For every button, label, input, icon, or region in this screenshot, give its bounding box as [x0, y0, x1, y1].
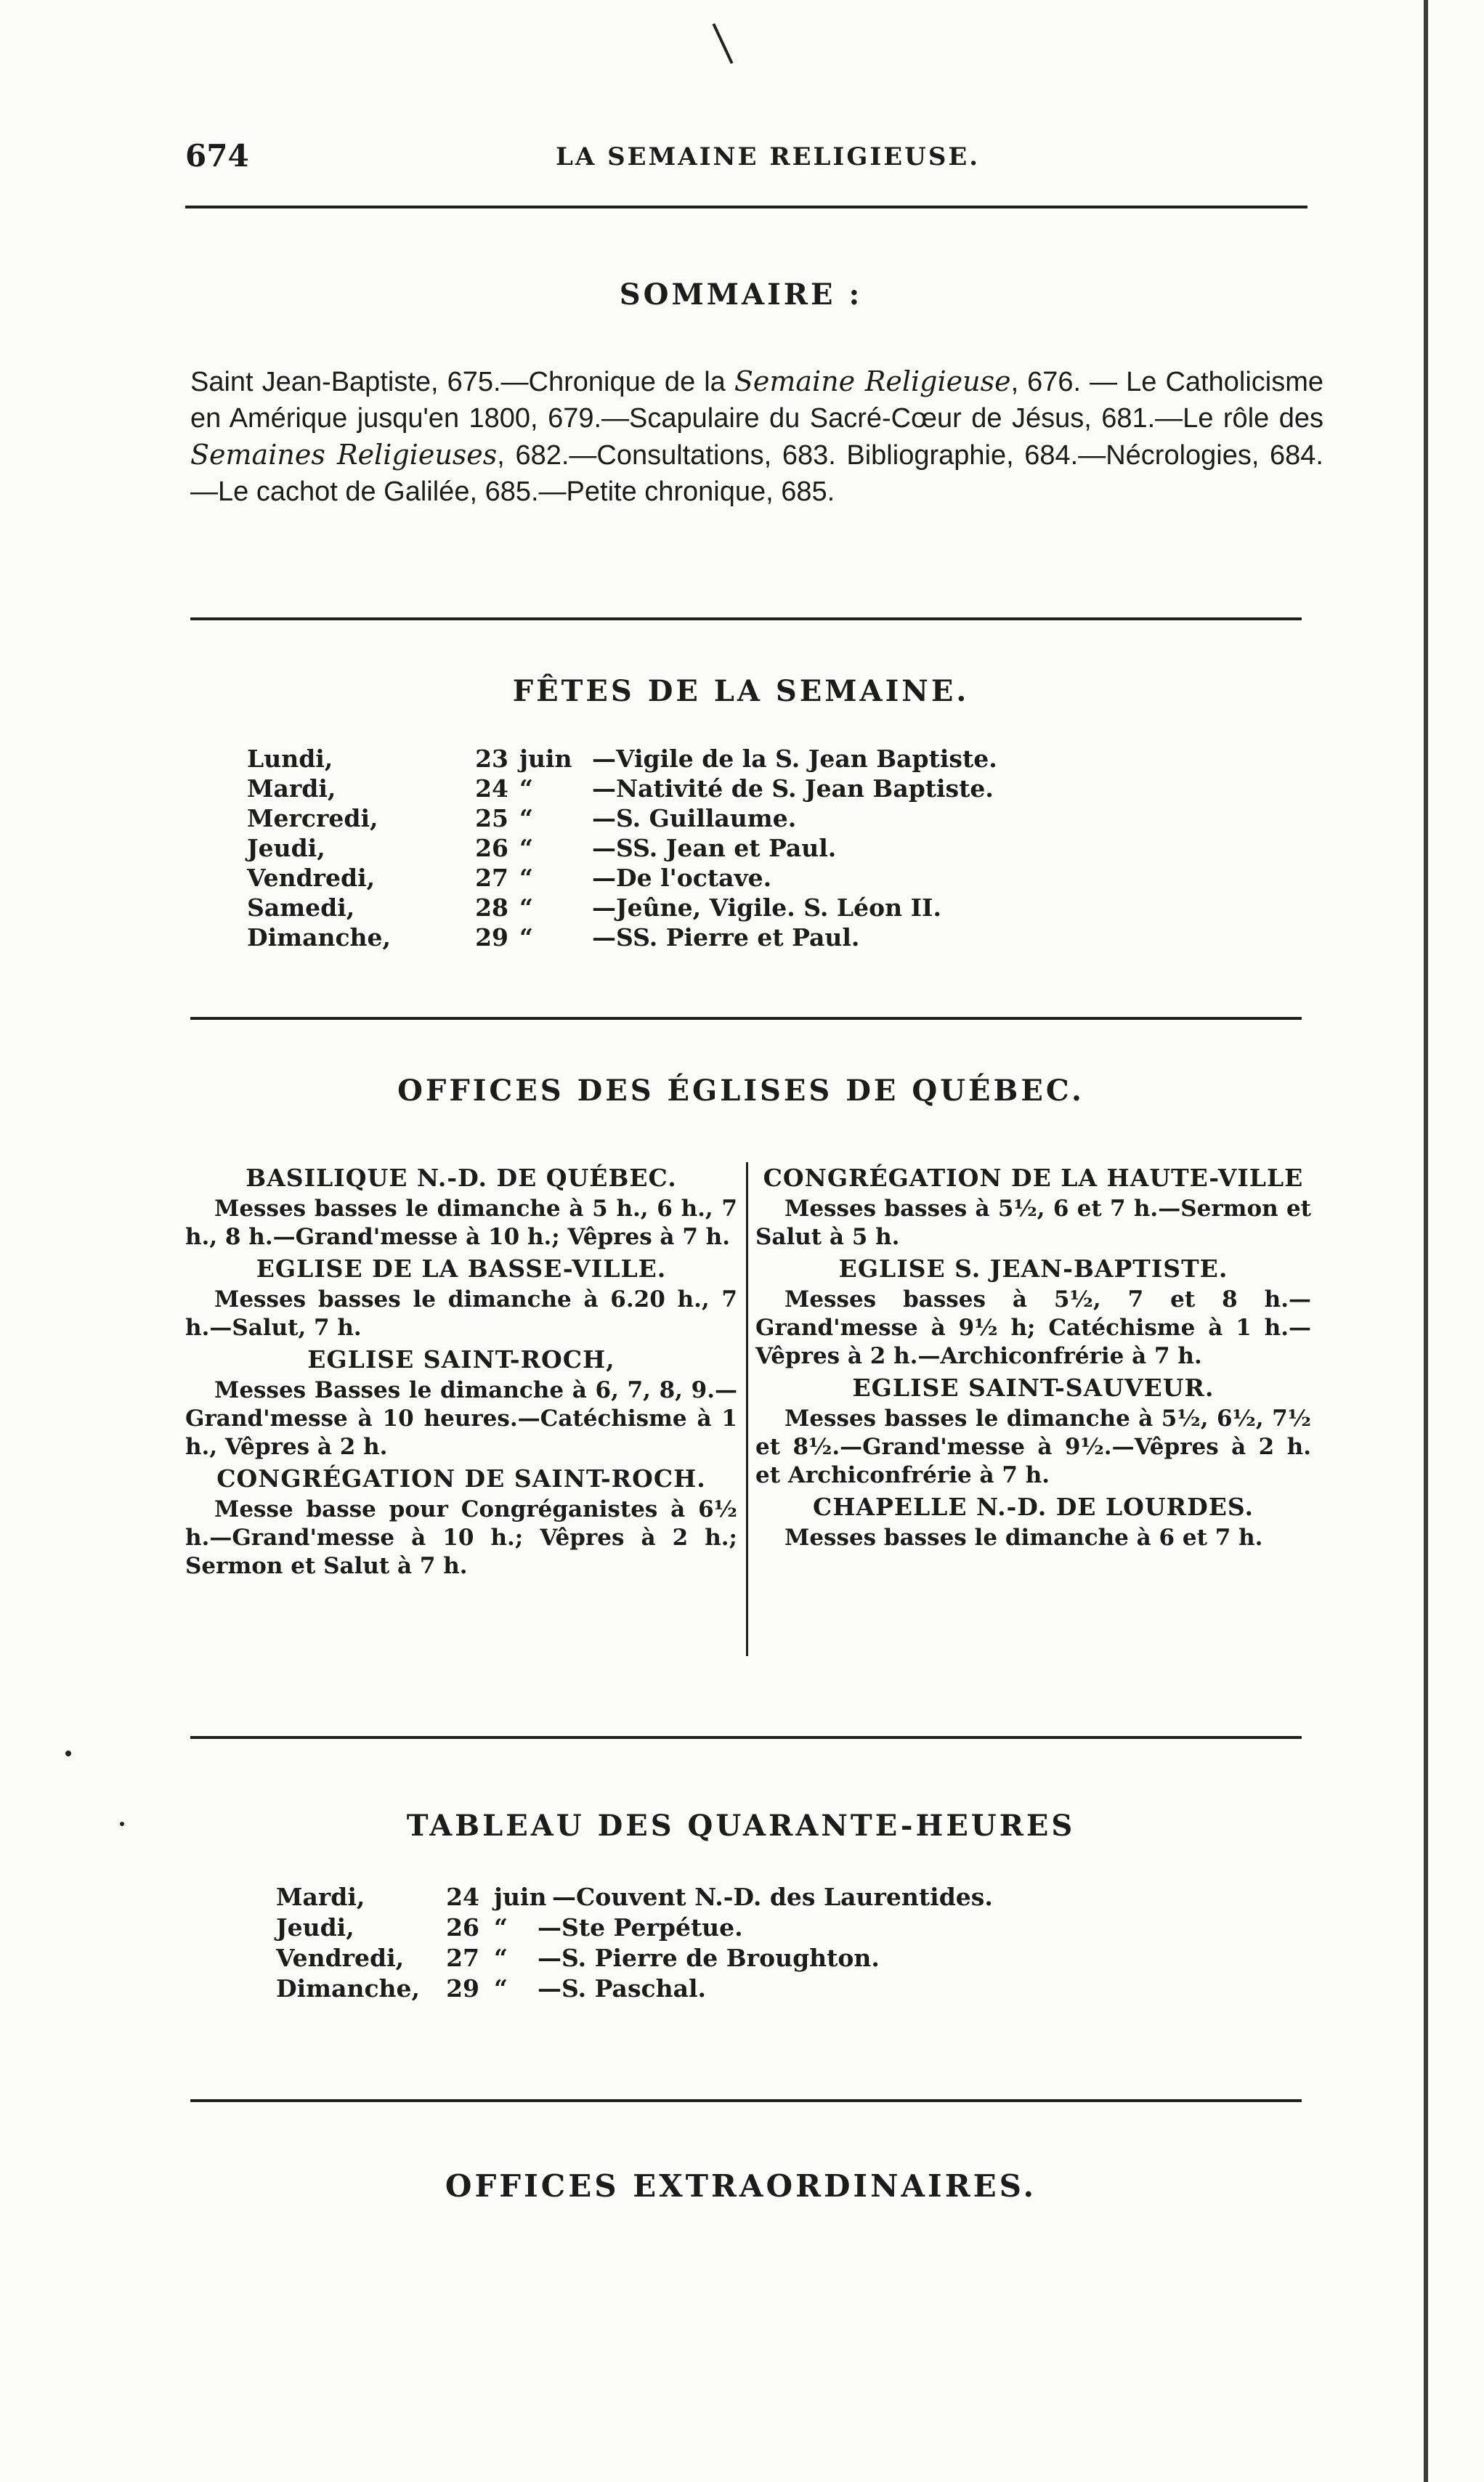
church-heading: EGLISE SAINT-ROCH,	[307, 1345, 615, 1374]
sommaire-part: , 682.—Consultations, 683. Bibliographie, 684.—Nécrologies, 684.—Le cachot de Galilée, 685.—Petite chronique, 685.	[190, 440, 1323, 507]
fete-day: Mardi,	[247, 774, 336, 803]
fete-day: Mercredi,	[247, 804, 378, 832]
fete-date: 29	[475, 923, 508, 952]
qh-day: Vendredi,	[276, 1944, 405, 1972]
fete-date: 24	[475, 774, 508, 803]
church-heading: CONGRÉGATION DE LA HAUTE-VILLE	[763, 1164, 1304, 1192]
qh-month: “	[494, 1913, 508, 1942]
fete-text: —Vigile de la S. Jean Baptiste.	[592, 745, 997, 773]
qh-month: “	[494, 1944, 508, 1972]
qh-month: juin	[494, 1883, 547, 1911]
church-heading: EGLISE SAINT-SAUVEUR.	[852, 1374, 1215, 1402]
fete-month: “	[519, 923, 533, 952]
offices-left-column	[185, 1161, 737, 1581]
scan-edge-mark	[1424, 0, 1428, 2482]
fete-day: Jeudi,	[247, 834, 325, 862]
qh-text: —Couvent N.-D. des Laurentides.	[552, 1883, 993, 1911]
fete-day: Lundi,	[247, 745, 333, 773]
sommaire-italic: Semaine Religieuse	[734, 365, 1011, 397]
column-divider	[746, 1162, 748, 1656]
fete-date: 25	[475, 804, 508, 832]
section-rule	[190, 1017, 1302, 1020]
qh-date: 27	[446, 1944, 479, 1972]
fete-month: “	[519, 864, 533, 892]
church-heading: CONGRÉGATION DE SAINT-ROCH.	[216, 1464, 706, 1493]
qh-text: —S. Paschal.	[538, 1974, 707, 2003]
running-title: LA SEMAINE RELIGIEUSE.	[556, 142, 981, 171]
qh-day: Jeudi,	[276, 1913, 354, 1942]
qh-date: 24	[446, 1883, 479, 1911]
fete-text: —SS. Jean et Paul.	[592, 834, 837, 862]
church-heading: BASILIQUE N.-D. DE QUÉBEC.	[246, 1164, 677, 1192]
fete-date: 28	[475, 893, 508, 922]
fete-month: “	[519, 893, 533, 922]
fete-text: —SS. Pierre et Paul.	[592, 923, 860, 952]
page-number: 674	[185, 138, 249, 174]
quarante-heures-title: TABLEAU DES QUARANTE-HEURES	[406, 1809, 1076, 1843]
section-rule	[190, 617, 1302, 620]
church-schedule: Messes basses le dimanche à 6 et 7 h.	[784, 1525, 1263, 1551]
church-schedule: Messes basses à 5½, 6 et 7 h.—Sermon et Salut à 5 h.	[755, 1196, 1311, 1250]
sommaire-title: SOMMAIRE :	[619, 277, 863, 312]
fete-date: 27	[475, 864, 508, 892]
church-schedule: Messes basses le dimanche à 5 h., 6 h., 7 h., 8 h.—Grand'messe à 10 h.; Vêpres à 7 h.	[185, 1196, 737, 1250]
qh-day: Mardi,	[276, 1883, 365, 1911]
sommaire-part: Saint Jean-Baptiste, 675.—Chronique de la	[190, 367, 734, 397]
qh-month: “	[494, 1974, 508, 2003]
church-heading: CHAPELLE N.-D. DE LOURDES.	[812, 1493, 1254, 1521]
sommaire-text	[190, 363, 1323, 510]
section-rule	[190, 2099, 1302, 2102]
qh-text: —S. Pierre de Broughton.	[538, 1944, 880, 1972]
fete-month: “	[519, 834, 533, 862]
church-schedule: Messes basses le dimanche à 5½, 6½, 7½ et 8½.—Grand'messe à 9½.—Vêpres à 2 h. et Archiconfrérie à 7 h.	[755, 1406, 1311, 1488]
church-heading: EGLISE S. JEAN-BAPTISTE.	[838, 1254, 1228, 1283]
fete-day: Vendredi,	[247, 864, 376, 892]
fete-date: 23	[475, 745, 508, 773]
fete-day: Samedi,	[247, 893, 355, 922]
qh-text: —Ste Perpétue.	[538, 1913, 743, 1942]
church-schedule: Messes basses à 5½, 7 et 8 h.—Grand'messe à 9½ h; Catéchisme à 1 h.—Vêpres à 2 h.—Archiconfrérie à 7 h.	[755, 1286, 1311, 1369]
fete-month: “	[519, 774, 533, 803]
fete-text: —De l'octave.	[592, 864, 772, 892]
qh-day: Dimanche,	[276, 1974, 421, 2003]
church-schedule: Messes basses le dimanche à 6.20 h., 7 h.—Salut, 7 h.	[185, 1286, 737, 1341]
fete-text: —S. Guillaume.	[592, 804, 797, 832]
fete-text: —Jeûne, Vigile. S. Léon II.	[592, 893, 941, 922]
fete-day: Dimanche,	[247, 923, 392, 952]
fetes-title: FÊTES DE LA SEMAINE.	[512, 674, 970, 708]
qh-date: 26	[446, 1913, 479, 1942]
sommaire-italic: Semaines Religieuses	[190, 439, 498, 471]
fete-month: juin	[519, 745, 572, 773]
scan-speck	[120, 1822, 124, 1826]
church-schedule: Messe basse pour Congréganistes à 6½ h.—Grand'messe à 10 h.; Vêpres à 2 h.; Sermon et Salut à 7 h.	[185, 1496, 737, 1579]
sommaire-part: , 676. — Le Catholicisme en Amérique jusqu'en 1800, 679.—Scapulaire du Sacré-Cœur de Jésus, 681.—Le rôle des	[190, 367, 1323, 434]
fete-text: —Nativité de S. Jean Baptiste.	[592, 774, 994, 803]
scan-speck	[713, 23, 734, 64]
extraordinaires-title: OFFICES EXTRAORDINAIRES.	[445, 2168, 1037, 2204]
fete-date: 26	[475, 834, 508, 862]
offices-right-column	[755, 1161, 1311, 1552]
scan-speck	[65, 1751, 71, 1756]
church-heading: EGLISE DE LA BASSE-VILLE.	[256, 1254, 667, 1283]
offices-title: OFFICES DES ÉGLISES DE QUÉBEC.	[397, 1074, 1084, 1108]
header-rule	[185, 206, 1307, 208]
section-rule	[190, 1736, 1302, 1739]
fete-month: “	[519, 804, 533, 832]
church-schedule: Messes Basses le dimanche à 6, 7, 8, 9.—Grand'messe à 10 heures.—Catéchisme à 1 h., Vêpres à 2 h.	[185, 1377, 737, 1460]
qh-date: 29	[446, 1974, 479, 2003]
